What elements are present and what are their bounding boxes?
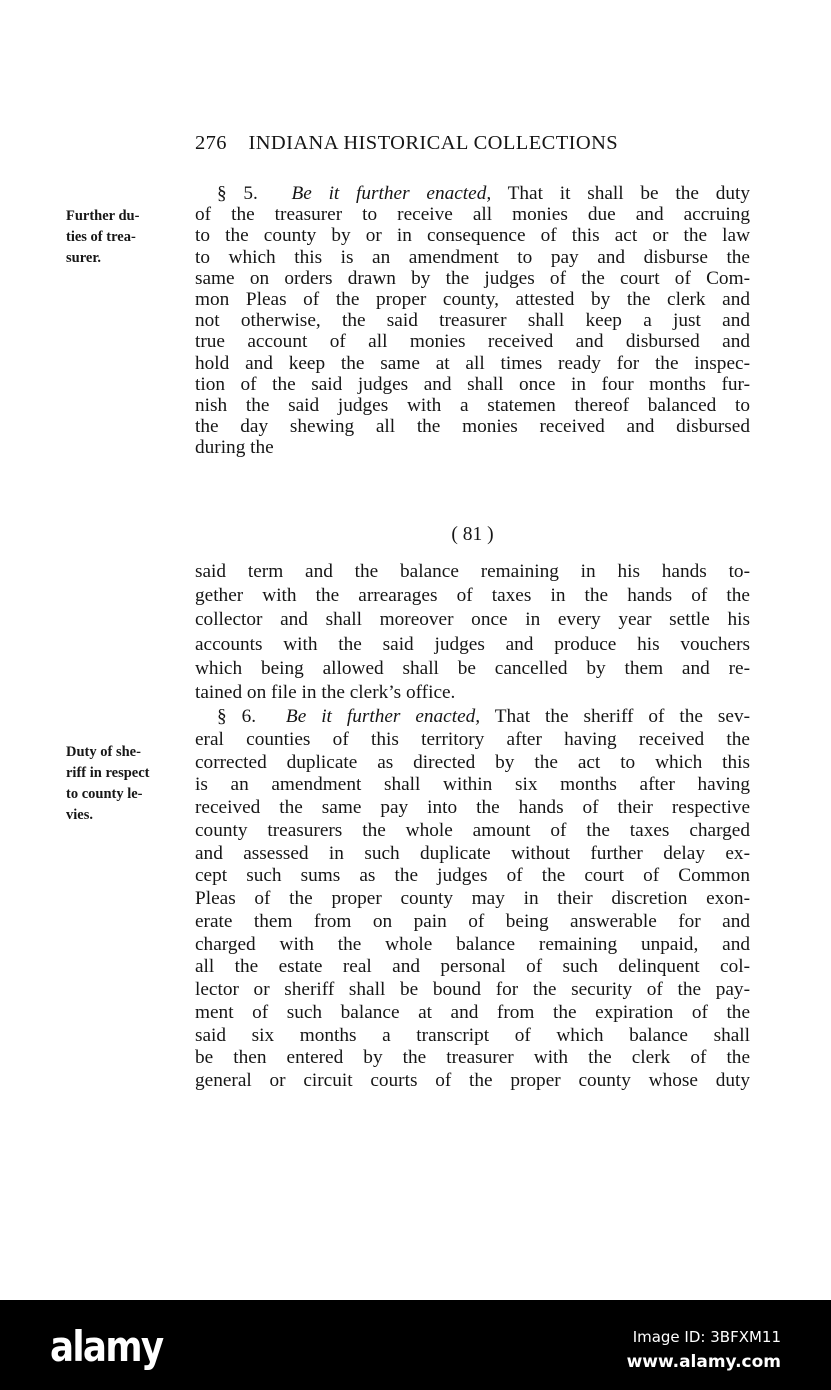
- note-line: vies.: [66, 807, 93, 823]
- page-number: 276: [195, 132, 227, 154]
- text-line: to which this is an amendment to pay and disburse the: [195, 246, 750, 268]
- note-line: Further du-: [66, 208, 140, 224]
- section-5-first-line: [195, 183, 750, 204]
- text-line: lector or sheriff shall be bound for the security of the pay-: [195, 979, 750, 1000]
- original-page-marker: ( 81 ): [451, 524, 494, 545]
- watermark-bar: [0, 1300, 831, 1390]
- section-number: § 6.: [217, 706, 257, 727]
- text-line: true account of all monies received and disbursed and: [195, 331, 750, 353]
- section-6: [195, 706, 750, 1093]
- text-line: said six months a transcript of which balance shall: [195, 1024, 750, 1046]
- running-header: [195, 132, 755, 155]
- text-line: tained on file in the clerk’s office.: [195, 681, 456, 703]
- text-line: county treasurers the whole amount of the taxes charged: [195, 819, 750, 841]
- text-line: which being allowed shall be cancelled by them and re-: [195, 657, 750, 679]
- text-line: is an amendment shall within six months after having: [195, 774, 750, 796]
- text-line: tion of the said judges and shall once in four months fur-: [195, 373, 750, 395]
- text-line: gether with the arrearages of taxes in the hands of the: [195, 585, 750, 607]
- note-line: Duty of she-: [66, 744, 141, 760]
- text-line: collector and shall moreover once in every year settle his: [195, 609, 750, 631]
- book-title: INDIANA HISTORICAL COLLECTIONS: [248, 132, 619, 154]
- text-line: corrected duplicate as directed by the act to which this: [195, 751, 750, 773]
- text-line: hold and keep the same at all times ready for the inspec-: [195, 352, 750, 374]
- text-line: accounts with the said judges and produce his vouchers: [195, 633, 750, 655]
- text-line: and assessed in such duplicate without further delay ex-: [195, 842, 750, 864]
- text-line: mon Pleas of the proper county, attested by the clerk and: [195, 288, 750, 310]
- enacting-clause: Be it further enacted,: [285, 706, 481, 727]
- enacting-clause: Be it further enacted,: [291, 183, 492, 204]
- text-line: nish the said judges with a statemen thereof balanced to: [195, 394, 750, 416]
- section-6-first-line: [195, 706, 750, 729]
- text-line: same on orders drawn by the judges of the court of Com-: [195, 267, 750, 289]
- margin-note-treasurer: [66, 206, 139, 269]
- text-line: the day shewing all the monies received and disbursed: [195, 416, 750, 438]
- image-id: Image ID: 3BFXM11: [632, 1328, 781, 1346]
- note-line: riff in respect: [66, 765, 150, 781]
- text-line: not otherwise, the said treasurer shall keep a just and: [195, 310, 750, 332]
- section-number: § 5.: [217, 183, 258, 204]
- continuation-paragraph: [195, 560, 750, 705]
- alamy-logo: alamy: [50, 1322, 163, 1371]
- text-line: cept such sums as the judges of the court of Common: [195, 865, 750, 887]
- text-line: general or circuit courts of the proper county whose duty: [195, 1070, 750, 1091]
- text-line: charged with the whole balance remaining unpaid, and: [195, 933, 750, 955]
- text-line: said term and the balance remaining in his hands to-: [195, 561, 750, 582]
- note-line: ties of trea-: [66, 229, 136, 245]
- text-line: erate them from on pain of being answerable for and: [195, 910, 750, 932]
- text-line: received the same pay into the hands of their respective: [195, 797, 750, 818]
- text-line: be then entered by the treasurer with the clerk of the: [195, 1047, 750, 1069]
- text-line: to the county by or in consequence of this act or the law: [195, 225, 750, 247]
- note-line: surer.: [66, 250, 102, 266]
- text-line: of the treasurer to receive all monies due and accruing: [195, 204, 750, 226]
- text-line: ment of such balance at and from the expiration of the: [195, 1001, 750, 1023]
- line-text: That the sheriff of the sev-: [494, 706, 751, 727]
- text-line: all the estate real and personal of such delinquent col-: [195, 956, 750, 978]
- text-line: Pleas of the proper county may in their discretion exon-: [195, 888, 750, 909]
- watermark-url: www.alamy.com: [626, 1352, 781, 1372]
- margin-note-sheriff: [66, 742, 149, 826]
- line-text: That it shall be the duty: [507, 183, 750, 204]
- text-line: during the: [195, 437, 274, 459]
- text-line: eral counties of this territory after having received the: [195, 728, 750, 750]
- note-line: to county le-: [66, 786, 143, 802]
- section-5: [195, 183, 750, 458]
